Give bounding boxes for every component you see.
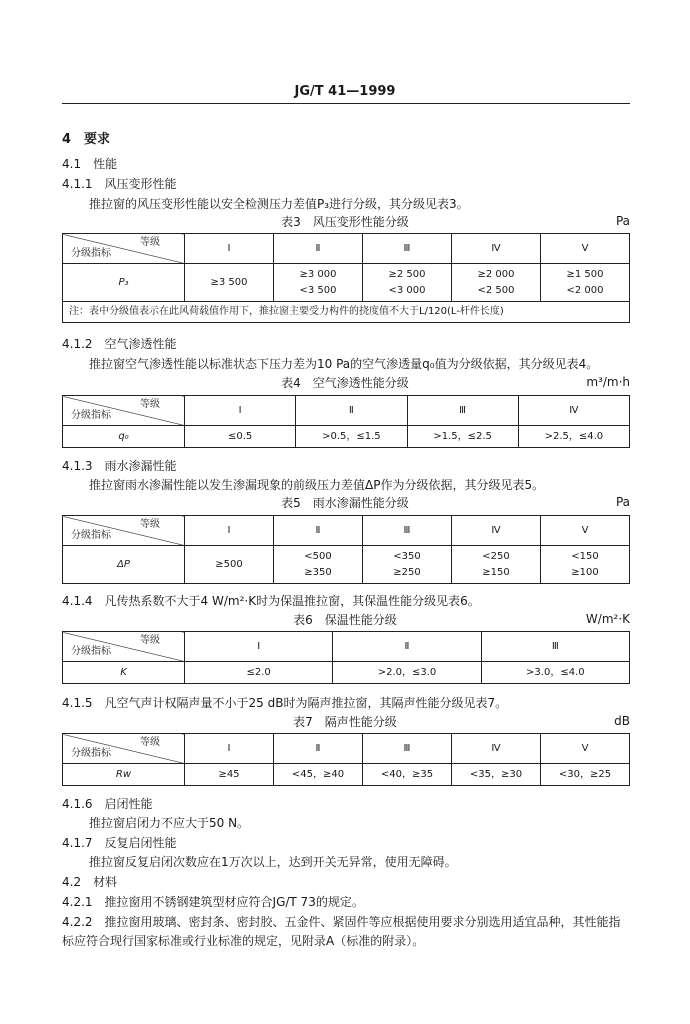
section-4-2-heading: 4.2 材料 [62,875,118,889]
index-label: 分级指标 [71,530,111,541]
section-4-heading: 4 要求 [62,132,111,147]
grade-cell: Ⅰ [185,734,274,764]
grade-label: 等级 [140,237,160,248]
table-4-diagonal-header [63,396,185,426]
index-label: 分级指标 [71,646,111,657]
value-cell: >2.5，≤4.0 [518,426,629,448]
value-cell: ≥2 500 <3 000 [363,264,452,302]
table-7-diagonal-header [63,734,185,764]
section-4-1-7-heading: 4.1.7 反复启闭性能 [62,836,177,850]
table-3-note: 注：表中分级值表示在此风荷载值作用下，推拉窗主要受力构件的挠度值不大于L/120(L-杆件长度) [63,302,630,323]
section-4-1-6-heading: 4.1.6 启闭性能 [62,797,153,811]
value-cell: <150 ≥100 [541,546,630,584]
section-4-2-1-paragraph: 4.2.1 推拉窗用不锈钢建筑型材应符合JG/T 73的规定。 [62,895,364,909]
index-label: 分级指标 [71,748,111,759]
grade-cell: Ⅰ [185,396,296,426]
symbol-cell: q₀ [63,426,185,448]
table-6-unit: W/m²·K [585,612,630,626]
symbol-cell: ΔP [63,546,185,584]
value-cell: ≤2.0 [185,662,333,684]
grade-cell: Ⅰ [185,632,333,662]
section-4-2-2-paragraph-line-2: 标应符合现行国家标准或行业标准的规定，见附录A（标准的附录）。 [62,934,425,948]
value-cell: <500 ≥350 [274,546,363,584]
grade-label: 等级 [140,737,160,748]
grade-cell: Ⅴ [541,234,630,264]
grade-cell: Ⅳ [452,516,541,546]
grade-cell: Ⅲ [363,734,452,764]
table-5 [62,515,630,584]
table-3-caption: 表3 风压变形性能分级 [281,215,409,229]
grade-cell: Ⅳ [452,734,541,764]
grade-cell: Ⅱ [274,734,363,764]
value-cell: <350 ≥250 [363,546,452,584]
section-4-1-2-paragraph: 推拉窗空气渗透性能以标准状态下压力差为10 Pa的空气渗透量q₀值为分级依据，其分级见表4。 [89,357,599,371]
value-cell: <250 ≥150 [452,546,541,584]
grade-cell: Ⅲ [407,396,518,426]
table-4 [62,395,630,448]
table-7 [62,733,630,786]
value-cell: <45，≥40 [274,764,363,786]
table-5-header-row [63,516,630,546]
grade-cell: Ⅳ [452,234,541,264]
grade-cell: Ⅲ [363,516,452,546]
table-6-header-row [63,632,630,662]
table-3-diagonal-header [63,234,185,264]
grade-cell: Ⅱ [274,234,363,264]
table-3 [62,233,630,323]
table-6-value-row [63,662,630,684]
grade-cell: Ⅳ [518,396,629,426]
table-7-caption: 表7 隔声性能分级 [293,715,397,729]
table-6 [62,631,630,684]
table-3-value-row [63,264,630,302]
table-3-header-row [63,234,630,264]
symbol-cell: P₃ [63,264,185,302]
table-6-caption: 表6 保温性能分级 [293,613,397,627]
page-header: JG/T 41—1999 [294,84,396,99]
section-4-1-5-paragraph: 4.1.5 凡空气声计权隔声量不小于25 dB时为隔声推拉窗，其隔声性能分级见表7。 [62,696,508,710]
section-4-1-1-paragraph: 推拉窗的风压变形性能以安全检测压力差值P₃进行分级，其分级见表3。 [89,197,469,211]
table-7-value-row [63,764,630,786]
grade-label: 等级 [140,399,160,410]
grade-cell: Ⅱ [333,632,481,662]
value-cell: ≥1 500 <2 000 [541,264,630,302]
value-cell: ≥3 500 [185,264,274,302]
section-4-1-3-heading: 4.1.3 雨水渗漏性能 [62,459,177,473]
grade-cell: Ⅴ [541,516,630,546]
value-cell: >2.0，≤3.0 [333,662,481,684]
grade-cell: Ⅱ [274,516,363,546]
table-7-header-row [63,734,630,764]
table-3-note-row [63,302,630,323]
table-5-caption: 表5 雨水渗漏性能分级 [281,496,409,510]
section-4-1-6-paragraph: 推拉窗启闭力不应大于50 N。 [89,816,250,830]
grade-cell: Ⅱ [296,396,407,426]
value-cell: <35，≥30 [452,764,541,786]
grade-cell: Ⅰ [185,234,274,264]
table-4-unit: m³/m·h [586,375,630,389]
value-cell: ≥3 000 <3 500 [274,264,363,302]
value-cell: ≥500 [185,546,274,584]
table-4-caption: 表4 空气渗透性能分级 [281,376,409,390]
section-4-1-2-heading: 4.1.2 空气渗透性能 [62,337,177,351]
value-cell: ≥45 [185,764,274,786]
header-rule [62,103,630,104]
value-cell: >3.0，≤4.0 [481,662,629,684]
grade-cell: Ⅲ [363,234,452,264]
symbol-cell: K [63,662,185,684]
table-4-value-row [63,426,630,448]
value-cell: >0.5，≤1.5 [296,426,407,448]
symbol-cell: Rw [63,764,185,786]
section-4-1-7-paragraph: 推拉窗反复启闭次数应在1万次以上，达到开关无异常，使用无障碍。 [89,855,457,869]
value-cell: <30，≥25 [541,764,630,786]
table-5-diagonal-header [63,516,185,546]
section-4-2-2-paragraph-line-1: 4.2.2 推拉窗用玻璃、密封条、密封胶、五金件、紧固件等应根据使用要求分别选用适宜品种，其性能指 [62,915,621,929]
table-4-header-row [63,396,630,426]
grade-cell: Ⅰ [185,516,274,546]
value-cell: ≤0.5 [185,426,296,448]
table-5-unit: Pa [615,495,630,509]
grade-cell: Ⅴ [541,734,630,764]
value-cell: <40，≥35 [363,764,452,786]
section-4-1-3-paragraph: 推拉窗雨水渗漏性能以发生渗漏现象的前级压力差值ΔP作为分级依据，其分级见表5。 [89,478,545,492]
value-cell: ≥2 000 <2 500 [452,264,541,302]
grade-label: 等级 [140,519,160,530]
grade-cell: Ⅲ [481,632,629,662]
index-label: 分级指标 [71,410,111,421]
table-5-value-row [63,546,630,584]
grade-label: 等级 [140,635,160,646]
table-6-diagonal-header [63,632,185,662]
value-cell: >1.5，≤2.5 [407,426,518,448]
section-4-1-4-paragraph: 4.1.4 凡传热系数不大于4 W/m²·K时为保温推拉窗，其保温性能分级见表6。 [62,594,480,608]
section-4-1-1-heading: 4.1.1 风压变形性能 [62,177,177,191]
section-4-1-heading: 4.1 性能 [62,157,118,171]
table-7-unit: dB [614,714,630,728]
index-label: 分级指标 [71,248,111,259]
table-3-unit: Pa [615,214,630,228]
